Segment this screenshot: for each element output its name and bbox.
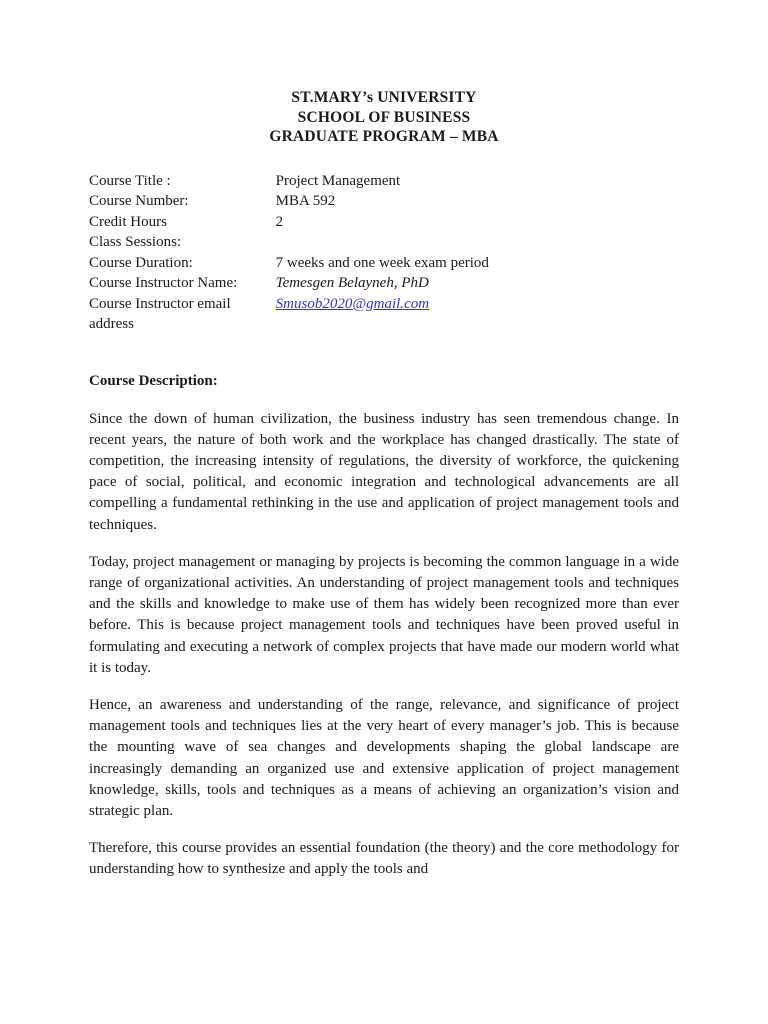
course-info-value-instructor-name: Temesgen Belayneh, PhD bbox=[275, 275, 429, 291]
table-row bbox=[89, 191, 679, 212]
course-info-value: 7 weeks and one week exam period bbox=[275, 254, 489, 271]
course-description-paragraph: Since the down of human civilization, the business industry has seen tremendous change. In recent years, the nature of both work and the workplace has changed drastically. The state of competition, the increasing intensity of regulations, the diversity of workforce, the quickening pace of social, political, and economic integration and technological advancements are all compelling a fundamental rethinking in the use and application of project management tools and techniques. bbox=[89, 410, 679, 533]
course-info-table bbox=[89, 171, 679, 335]
course-description-paragraph: Therefore, this course provides an essential foundation (the theory) and the core methodology for understanding how to synthesize and apply the tools and bbox=[89, 840, 679, 878]
course-info-label: Class Sessions: bbox=[89, 234, 182, 250]
course-info-label: Credit Hours bbox=[89, 213, 167, 230]
course-info-value: MBA 592 bbox=[275, 193, 336, 209]
course-info-value: 2 bbox=[275, 213, 284, 230]
table-row bbox=[89, 171, 679, 192]
course-info-value: Project Management bbox=[275, 172, 401, 189]
table-row bbox=[89, 212, 679, 233]
course-info-label: Course Title : bbox=[89, 172, 171, 189]
course-info-value bbox=[276, 232, 679, 253]
instructor-email-link[interactable]: Smusob2020@gmail.com bbox=[275, 295, 430, 312]
table-row bbox=[89, 232, 679, 253]
header-line-program: GRADUATE PROGRAM – MBA bbox=[269, 128, 499, 145]
course-info-value-instructor-email bbox=[276, 294, 679, 335]
course-info-label: Course Number: bbox=[89, 193, 189, 209]
course-description-paragraph: Today, project management or managing by projects is becoming the common language in a wide range of organizational activities. An understanding of project management tools and techniques and the skills and knowledge to make use of them has widely been recognized more than ever before. This is because project management tools and techniques have been proved useful in formulating and executing a network of complex projects that have made our modern world what it is today. bbox=[89, 553, 679, 676]
table-row bbox=[89, 253, 679, 274]
table-row bbox=[89, 294, 679, 335]
header-line-school: SCHOOL OF BUSINESS bbox=[297, 108, 471, 126]
institution-header bbox=[89, 88, 679, 147]
course-info-label-instructor-name: Course Instructor Name: bbox=[89, 275, 238, 291]
course-info-label-instructor-email: Course Instructor email address bbox=[89, 295, 231, 332]
table-row bbox=[89, 273, 679, 294]
course-info-label: Course Duration: bbox=[89, 254, 193, 271]
course-description-paragraph: Hence, an awareness and understanding of the range, relevance, and significance of project management tools and techniques lies at the very heart of every manager’s job. This is because the mounting wave of sea changes and developments shaping the global landscape are increasingly demanding an organized use and extensive application of project management knowledge, skills, tools and techniques as a means of achieving an organization’s vision and strategic plan. bbox=[89, 696, 679, 819]
page-content bbox=[89, 88, 679, 881]
header-line-university: ST.MARY’s UNIVERSITY bbox=[291, 89, 477, 106]
course-description-heading: Course Description: bbox=[89, 372, 218, 389]
